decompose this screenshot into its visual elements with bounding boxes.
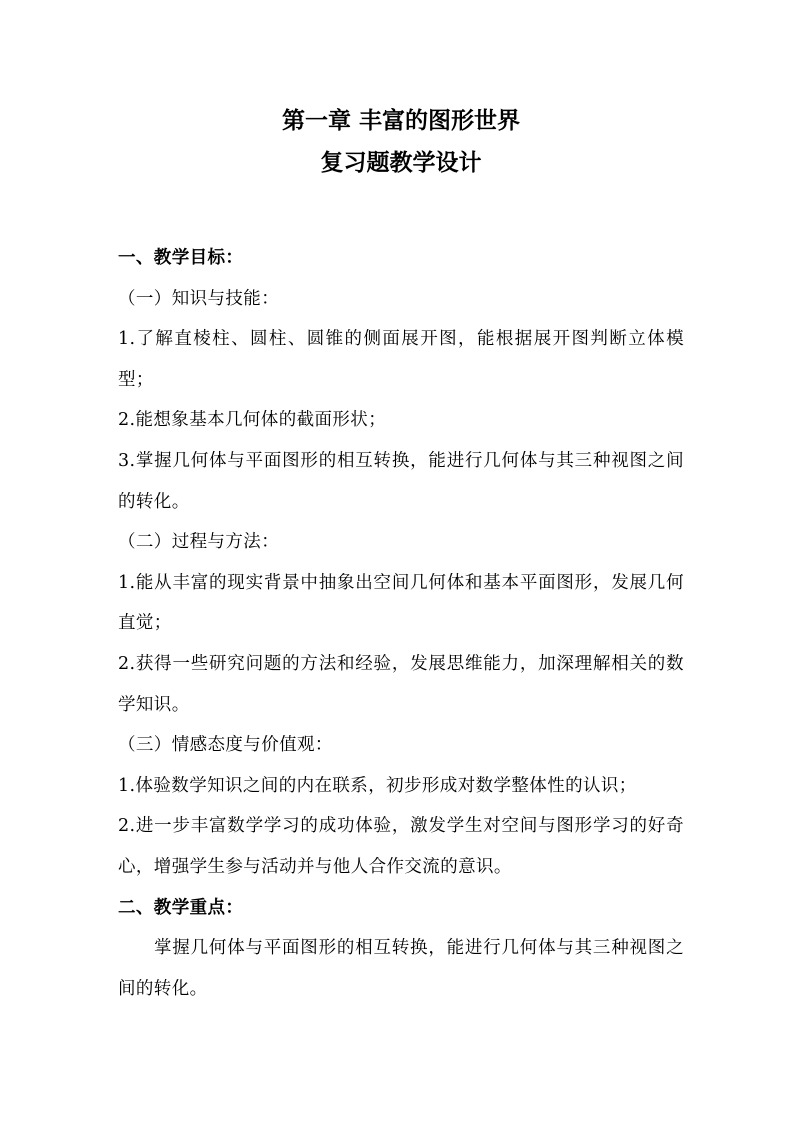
document-subtitle: 复习题教学设计 [320, 149, 482, 176]
section-heading-key-points: 二、教学重点： [118, 897, 244, 918]
title-spacer [118, 184, 684, 238]
section-heading-objectives: 一、教学目标： [118, 248, 244, 268]
key-points-body: 掌握几何体与平面图形的相互转换，能进行几何体与其三种视图之间的转化。 [118, 938, 684, 999]
list-item: 2.获得一些研究问题的方法和经验，发展思维能力，加深理解相关的数学知识。 [118, 653, 684, 715]
list-item: 1.能从丰富的现实背景中抽象出空间几何体和基本平面图形，发展几何直觉； [118, 572, 684, 634]
list-item: 3.掌握几何体与平面图形的相互转换，能进行几何体与其三种视图之间的转化。 [118, 450, 684, 512]
list-item: 1.了解直棱柱、圆柱、圆锥的侧面展开图，能根据展开图判断立体模型； [118, 329, 684, 390]
subsection-heading-attitude: （三）情感态度与价值观： [118, 735, 333, 756]
list-item: 2.能想象基本几何体的截面形状； [118, 410, 387, 431]
subsection-heading-process: （二）过程与方法： [118, 532, 280, 553]
list-item: 2.进一步丰富数学学习的成功体验，激发学生对空间与图形学习的好奇心，增强学生参与活动并与他人合作交流的意识。 [118, 816, 684, 877]
subsection-heading-knowledge: （一）知识与技能： [118, 288, 280, 309]
document-title: 第一章 丰富的图形世界 [281, 107, 520, 134]
list-item: 1.体验数学知识之间的内在联系，初步形成对数学整体性的认识； [118, 775, 637, 796]
